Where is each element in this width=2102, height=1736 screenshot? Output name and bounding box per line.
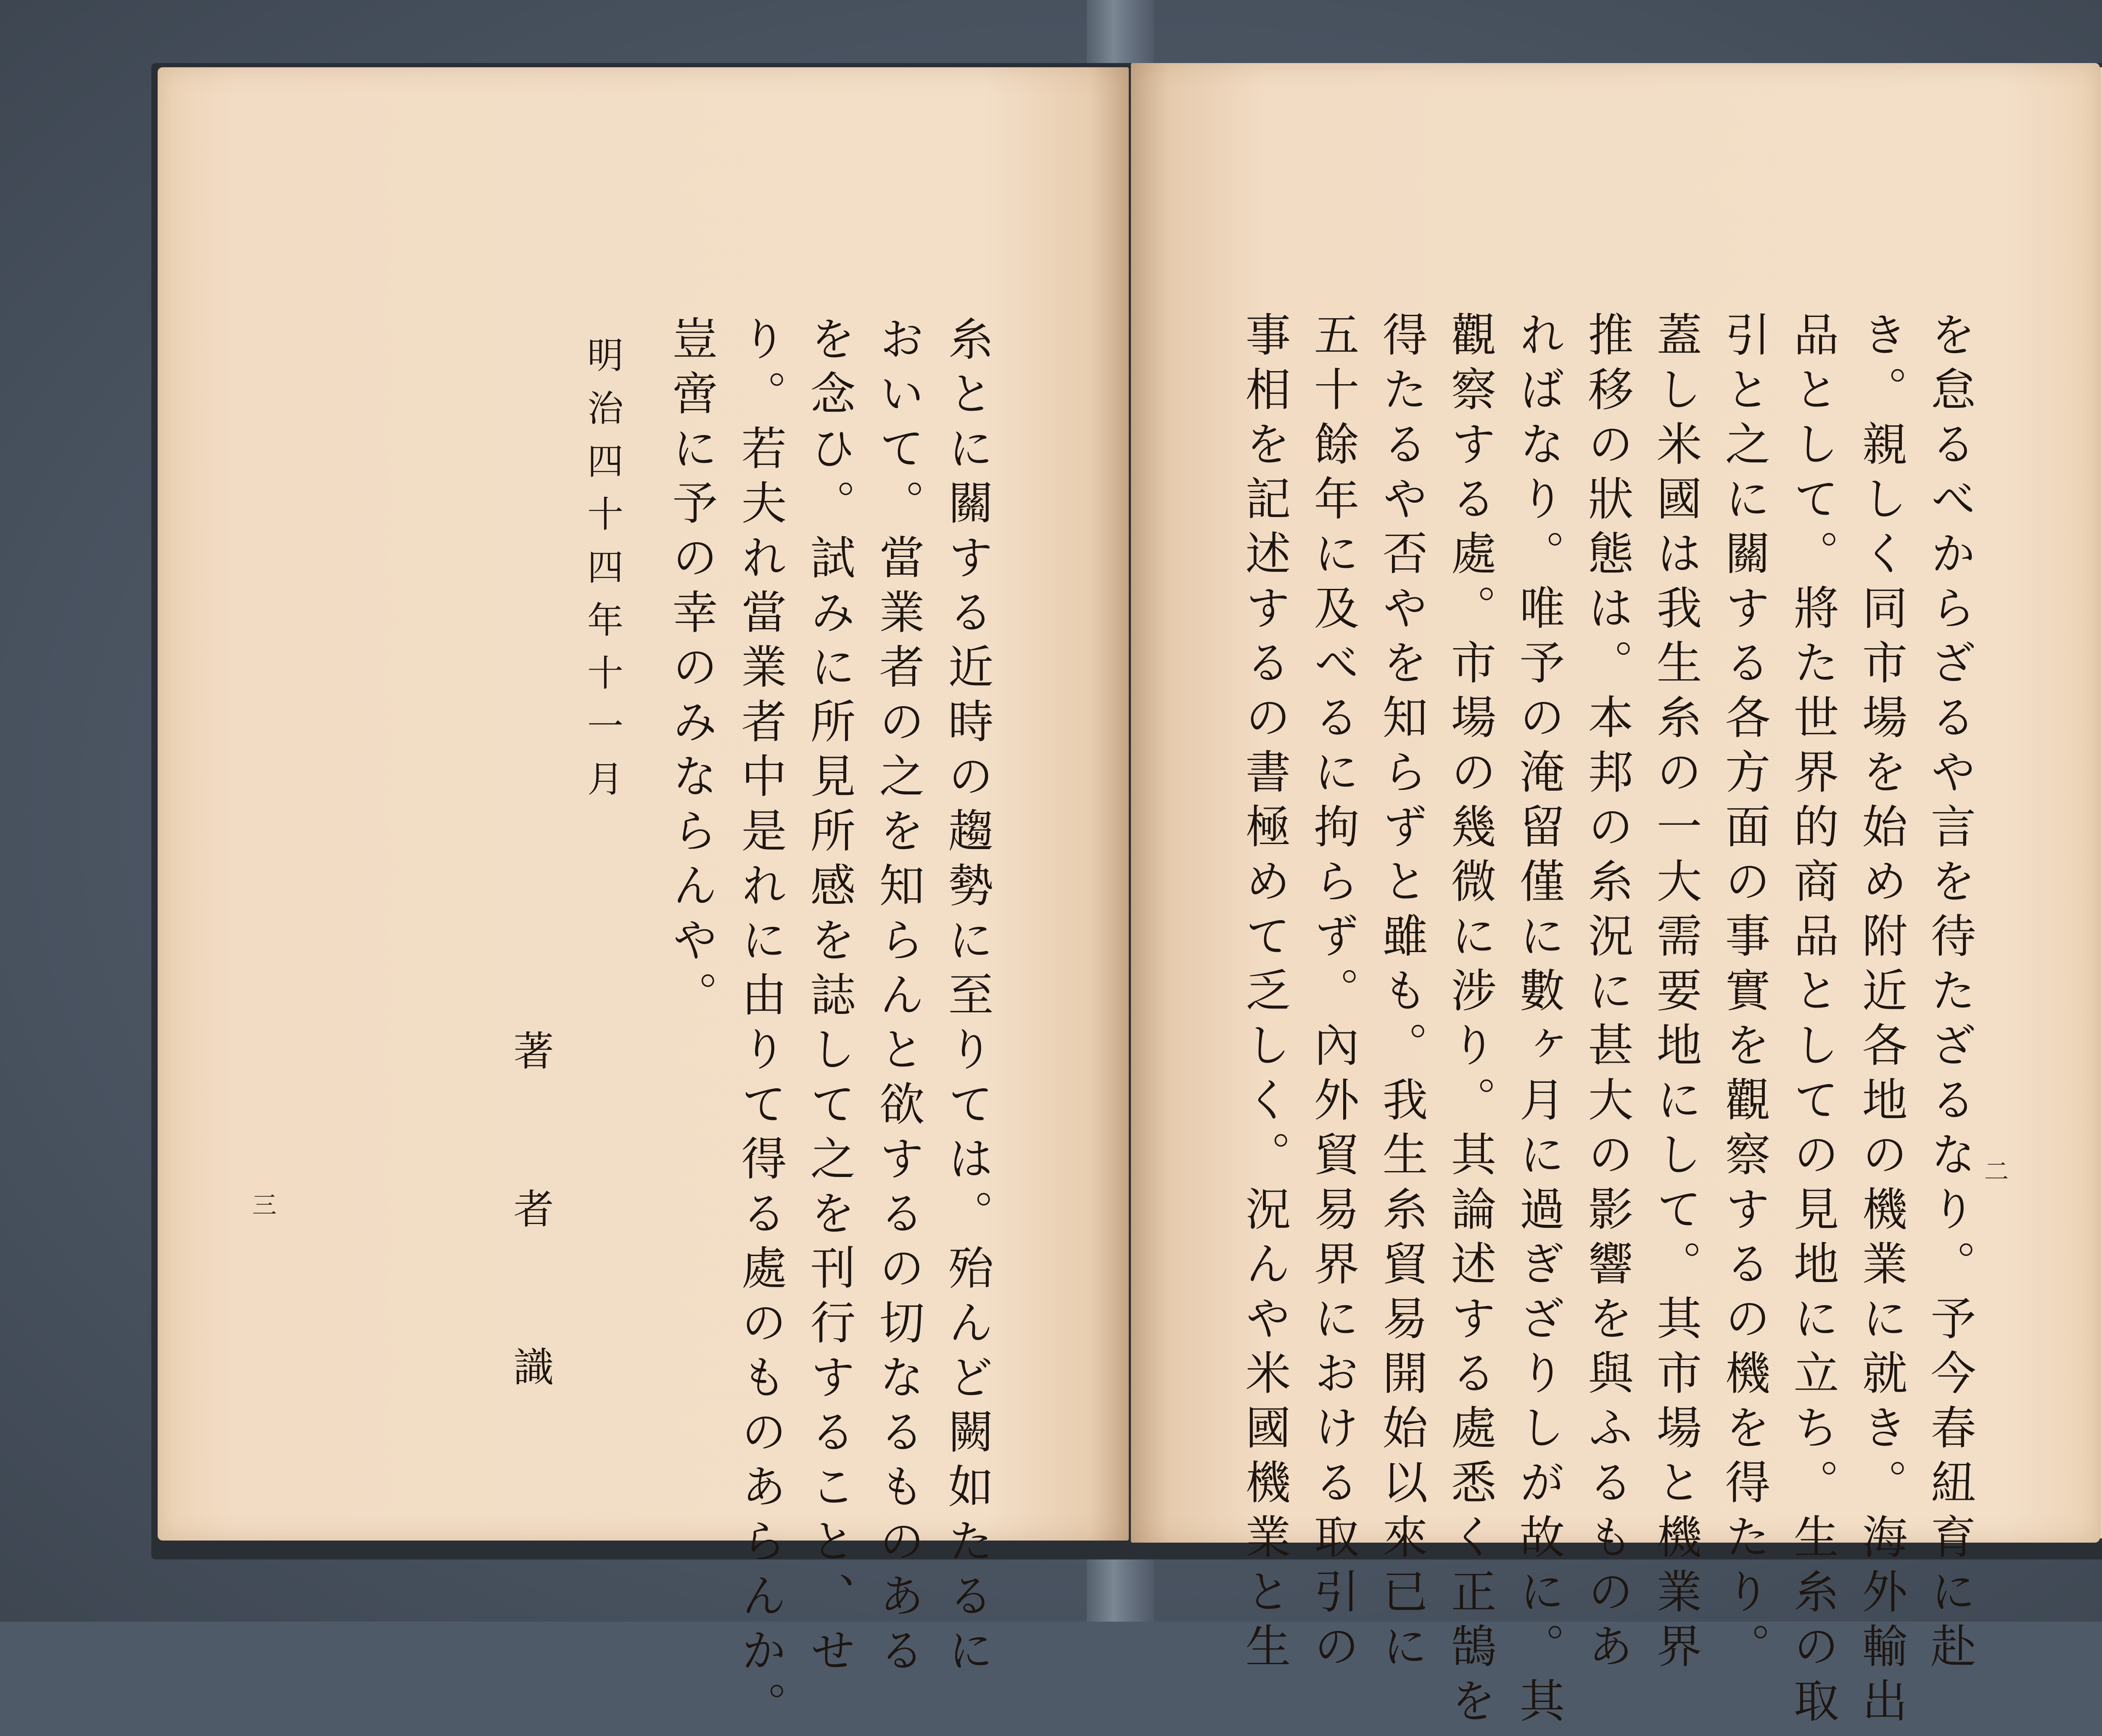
left-page-text-line: り。若夫れ當業者中是れに由りて得る處のものあらんか。 — [734, 315, 786, 1736]
left-page-text-line: を念ひ。試みに所見所感を誌して之を刊行すること、せ — [803, 315, 855, 1681]
right-page — [1131, 63, 2100, 1732]
right-page-text-line: 品として。將た世界的商品としての見地に立ち。生糸の取 — [1786, 311, 1838, 1732]
page-number: 二 — [1984, 1157, 2009, 1186]
right-page-text-line: 蓋し米國は我生糸の一大需要地にして。其市場と機業界 — [1649, 311, 1701, 1677]
right-page-text-line: 事相を記述するの書極めて乏しく。況んや米國機業と生 — [1238, 311, 1290, 1677]
right-page-text-line: 得たるや否やを知らずと雖も。我生糸貿易開始以來已に — [1375, 311, 1427, 1677]
right-page-text-line: ればなり。唯予の淹留僅に數ヶ月に過ぎざりしが故に。其 — [1512, 311, 1564, 1732]
right-page-text-line: 引と之に關する各方面の事實を觀察するの機を得たり。 — [1717, 311, 1770, 1677]
page-number: 三 — [252, 1191, 277, 1219]
left-page-text-line: 豈啻に予の幸のみならんや。 — [665, 315, 717, 1026]
right-page-text-line: 五十餘年に及べるに拘らず。內外貿易界における取引の — [1306, 311, 1359, 1677]
right-page-text-line: を怠るべからざるや言を待たざるなり。予今春紐育に赴 — [1923, 311, 1975, 1677]
left-page — [158, 67, 1129, 1736]
right-page-text-line: 觀察する處。市場の幾微に涉り。其論述する處悉く正鵠を — [1443, 311, 1496, 1732]
preface-author: 著者識 — [507, 1030, 554, 1504]
right-page-text-line: き。親しく同市場を始め附近各地の機業に就き。海外輸出 — [1854, 311, 1907, 1732]
right-page-text-line: 推移の狀態は。本邦の糸況に甚大の影響を與ふるものあ — [1580, 311, 1633, 1677]
preface-date: 明治四十四年十一月 — [581, 336, 623, 813]
left-page-text-line: 糸とに關する近時の趨勢に至りては。殆んど闕如たるに — [940, 315, 993, 1681]
left-page-text-line: おいて。當業者の之を知らんと欲するの切なるものある — [871, 315, 924, 1681]
